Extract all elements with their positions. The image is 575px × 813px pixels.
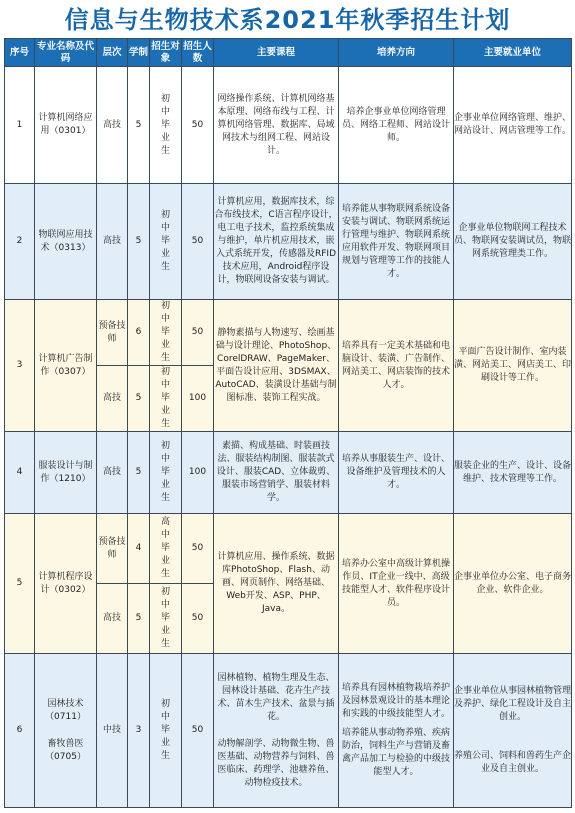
row-seq: 1: [5, 67, 35, 184]
row-courses: 网络操作系统、计算机网络基本原理、网络布线与工程、计算机网络管理、数据库、局域网技术与组网工程、网站设计。: [214, 67, 339, 184]
header-seq: 序号: [5, 39, 35, 67]
row-direction: 培养企事业单位网络管理员、网络工程师、网站设计师。: [339, 67, 454, 184]
row-major: 服装设计与制作（1210）: [35, 432, 97, 514]
row-seq: 4: [5, 432, 35, 514]
row-courses-a: 园林植物、植物生理及生态、园林设计基础、花卉生产技术、苗木生产技术、盆景与插花。: [217, 672, 335, 722]
row-years: 4: [128, 514, 150, 584]
row-courses-b: 动物解剖学、动物微生物、兽医基础、动物营养与饲料、兽医临床、药理学、池塘养鱼、动物检疫技术。: [217, 738, 335, 788]
header-major: 专业名称及代码: [35, 39, 97, 67]
row-level: 高技: [97, 366, 128, 432]
row-employment-a: 企事业单位从事园林植物管理及养护、绿化工程设计及自主创业。: [454, 686, 572, 722]
row-level: 中技: [97, 654, 128, 808]
row-target: 初中毕业生: [150, 584, 182, 654]
row-seq: 5: [5, 514, 35, 654]
table-row: [5, 67, 572, 184]
row-direction: 培养办公室中高级计算机操作员、IT企业一线中、高级技能型人才、软件程序设计员。: [339, 514, 454, 654]
row-direction: 培养具有一定美术基础和电脑设计、装潢、广告制作、网站美工、网店装饰的技术人才。: [339, 300, 454, 432]
row-major: 物联网应用技术（0313）: [35, 184, 97, 300]
row-target: 初中毕业生: [150, 67, 182, 184]
row-target: 初中毕业生: [150, 366, 182, 432]
row-courses: 静物素描与人物速写、绘画基础与设计理论、PhotoShop、CorelDRAW、PageMaker、平面告设计应用、3DSMAX、AutoCAD、装潢设计基础与制图标准、装饰工程实战。: [214, 300, 339, 432]
row-level: 高技: [97, 584, 128, 654]
row-seq: 6: [5, 654, 35, 808]
row-count: 100: [182, 432, 214, 514]
row-target: 初中毕业生: [150, 432, 182, 514]
row-major: 计算机广告制作（0307）: [35, 300, 97, 432]
row-years: 3: [128, 654, 150, 808]
header-count: 招生人数: [182, 39, 214, 67]
row-count: 50: [182, 67, 214, 184]
row-major: [35, 654, 97, 808]
row-level: 高技: [97, 67, 128, 184]
row-employment: 企事业单位办公室、电子商务企业、软件企业。: [454, 514, 572, 654]
row-employment-b: 养殖公司、饲料和兽药生产企业及自主创业。: [454, 751, 572, 774]
row-employment: 企事业单位网络管理、维护、网站设计、网店管理等工作。: [454, 67, 572, 184]
row-courses: 计算机应用、操作系统、数据库PhotoShop、Flash、动画、网页制作、网络基础、Web开发、ASP、PHP、Java。: [214, 514, 339, 654]
header-level: 层次: [97, 39, 128, 67]
row-employment: [454, 654, 572, 808]
enrollment-plan-table: [4, 38, 572, 808]
row-count: 50: [182, 300, 214, 366]
row-count: 100: [182, 366, 214, 432]
row-seq: 3: [5, 300, 35, 432]
row-level: 高技: [97, 184, 128, 300]
row-direction-a: 培养具有园林植物栽培养护及园林景观设计的基本理论和实践的中级技能型人才。: [341, 683, 450, 719]
page-title: 信息与生物技术系2021年秋季招生计划: [64, 6, 511, 34]
row-major: 计算机程序设计（0302）: [35, 514, 97, 654]
table-row: [5, 184, 572, 300]
row-years: 5: [128, 584, 150, 654]
row-count: 50: [182, 654, 214, 808]
row-employment: 平面广告设计制作、室内装潢、网站美工、网店美工、印刷设计等工作。: [454, 300, 572, 432]
row-courses: 素描、构成基础、时装画技法、服装结构制图、服装款式设计、服装CAD、立体裁剪、服装市场营销学、服装材料学。: [214, 432, 339, 514]
row-years: 5: [128, 366, 150, 432]
row-level: 高技: [97, 432, 128, 514]
row-target: 初中毕业生: [150, 184, 182, 300]
row-years: 5: [128, 184, 150, 300]
row-direction: 培养能从事物联网系统设备安装与调试、物联网系统运行管理与维护、物联网系统应用软件开发、物联网项目规划与管理等工作的技能人才。: [339, 184, 454, 300]
header-target: 招生对象: [150, 39, 182, 67]
row-major-a: 园林技术（0711）: [45, 698, 86, 722]
row-courses: [214, 654, 339, 808]
header-direction: 培养方向: [339, 39, 454, 67]
row-count: 50: [182, 584, 214, 654]
row-count: 50: [182, 184, 214, 300]
table-row: [5, 300, 572, 366]
row-major: 计算机网络应用（0301）: [35, 67, 97, 184]
row-direction: [339, 654, 454, 808]
row-years: 6: [128, 300, 150, 366]
row-courses: 计算机应用，数据库技术，综合布线技术，C语言程序设计，电工电子技术，监控系统集成与维护，单片机应用技术，嵌入式系统开发，传感器及RFID技术应用，Android程序设计，物联网设备安装与调试。: [214, 184, 339, 300]
table-row: [5, 432, 572, 514]
table-row: [5, 514, 572, 584]
row-employment: 企事业单位物联网工程技术员、物联网安装调试员，物联网系统管理类工作。: [454, 184, 572, 300]
row-years: 5: [128, 67, 150, 184]
header-years: 学制: [128, 39, 150, 67]
header-row: [5, 39, 572, 67]
row-direction: 培养从事服装生产、设计、设备维护及管理技术的人才。: [339, 432, 454, 514]
row-target: 初中毕业生: [150, 654, 182, 808]
header-courses: 主要课程: [214, 39, 339, 67]
row-level: 预备技师: [97, 514, 128, 584]
table-row: [5, 654, 572, 808]
header-employment: 主要就业单位: [454, 39, 572, 67]
row-target: 高中毕业生: [150, 514, 182, 584]
row-seq: 2: [5, 184, 35, 300]
row-target: 初中毕业生: [150, 300, 182, 366]
row-major-b: 畜牧兽医（0705）: [45, 738, 86, 762]
row-level: 预备技师: [97, 300, 128, 366]
row-count: 50: [182, 514, 214, 584]
row-direction-b: 培养能从事动物养殖、疾病防治，饲料生产与营销及畜禽产品加工与检验的中级技能型人才。: [341, 728, 450, 777]
row-employment: 服装企业的生产、设计、设备维护、技术管理等工作。: [454, 432, 572, 514]
row-years: 5: [128, 432, 150, 514]
